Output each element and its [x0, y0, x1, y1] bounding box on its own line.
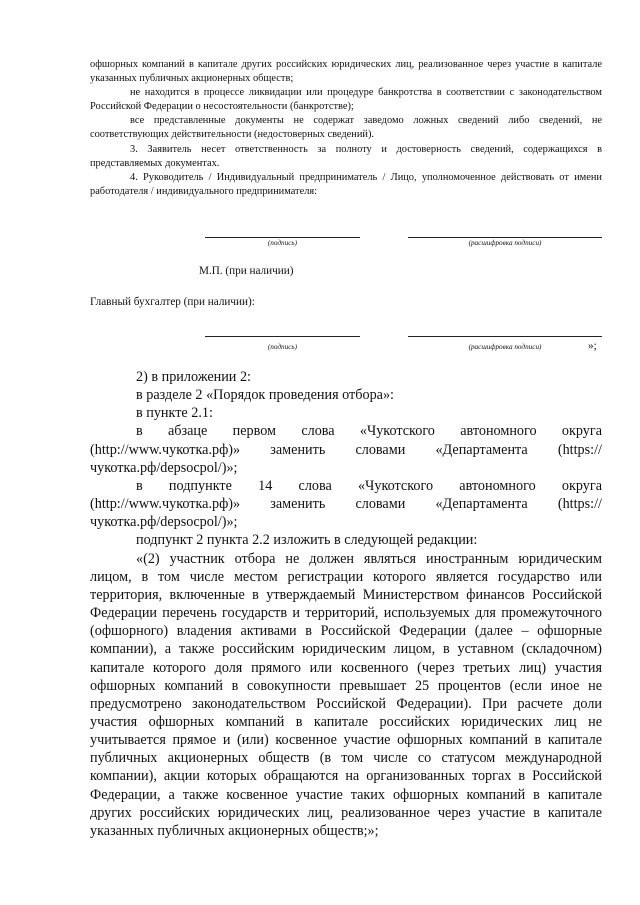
amendment-new-text: «(2) участник отбора не должен являться иностранным юридическим лицом, в том числе местом регистрации которого является государство или территория, включенные в утверждаемый Министерством финансов Российской Федерации перечень государств и территорий, используемых для промежуточного (офшорного) владения активами в Российской Федерации (далее – офшорные компании), а также российским юридическим лицом, в уставном (складочном) капитале которого доля прямого или косвенного (через третьих лиц) участия офшорных компаний в совокупности превышает 25 процентов (если иное не предусмотрено законодательством Российской Федерации). При расчете доли участия офшорных компаний в капитале российских юридических лиц не учитывается прямое и (или) косвенное участие офшорных компаний в капитале публичных акционерных обществ (в том числе со статусом международной компании), акции которых обращаются на организованных торгах в Российской Федерации, а также косвенное участие таких офшорных компаний в капитале других российских юридических лиц, реализованное через участие в капитале указанных публичных акционерных обществ;»;	[90, 550, 602, 839]
chief-accountant-label: Главный бухгалтер (при наличии):	[90, 296, 255, 308]
closing-quote: »;	[588, 340, 597, 352]
signature-label-1: (подпись)	[267, 239, 298, 247]
amendment-section-2: в разделе 2 «Порядок проведения отбора»:	[136, 387, 394, 404]
signature-decoding-line-2	[408, 336, 602, 337]
signature-decoding-label-2: (расшифровка подписи)	[468, 343, 542, 351]
amendments-block	[90, 368, 602, 840]
signature-label-2: (подпись)	[267, 343, 298, 351]
amendment-appendix-2: 2) в приложении 2:	[136, 369, 251, 385]
paragraph-offshore-tail: офшорных компаний в капитале других российских юридических лиц, реализованное через участие в капитале указанных публичных акционерных обществ;	[90, 59, 602, 85]
amendment-subpoint-2: подпункт 2 пункта 2.2 изложить в следующей редакции:	[136, 532, 478, 549]
paragraph-no-liquidation: не находится в процессе ликвидации или процедуре банкротства в соответствии с законодательством Российской Федерации о несостоятельности (банкротстве);	[90, 87, 602, 113]
paragraph-head-signatory: 4. Руководитель / Индивидуальный предприниматель / Лицо, уполномоченное действовать от имени работодателя / индивидуального предпринимателя:	[90, 171, 602, 197]
stamp-place: М.П. (при наличии)	[199, 265, 294, 277]
signature-decoding-line-1	[408, 237, 602, 238]
signature-decoding-label-1: (расшифровка подписи)	[468, 239, 542, 247]
amendment-point-2-1: в пункте 2.1:	[136, 405, 213, 422]
signature-line-2	[205, 336, 360, 337]
signature-line-1	[205, 237, 360, 238]
paragraph-responsibility: 3. Заявитель несет ответственность за полноту и достоверность сведений, содержащихся в представляемых документах.	[90, 143, 602, 169]
paragraph-documents-valid: все представленные документы не содержат заведомо ложных сведений либо сведений, не соответствующих действительности (недостоверных сведений).	[90, 115, 602, 141]
amendment-subpoint-14: в подпункте 14 слова «Чукотского автономного округа (http://www.чукотка.рф)» заменить словами «Департамента (https://чукотка.рф/depsocpol/)»;	[90, 477, 602, 531]
amendment-paragraph-first: в абзаце первом слова «Чукотского автономного округа (http://www.чукотка.рф)» заменить словами «Департамента (https://чукотка.рф/depsocpol/)»;	[90, 423, 602, 476]
top-text-block	[90, 58, 602, 199]
